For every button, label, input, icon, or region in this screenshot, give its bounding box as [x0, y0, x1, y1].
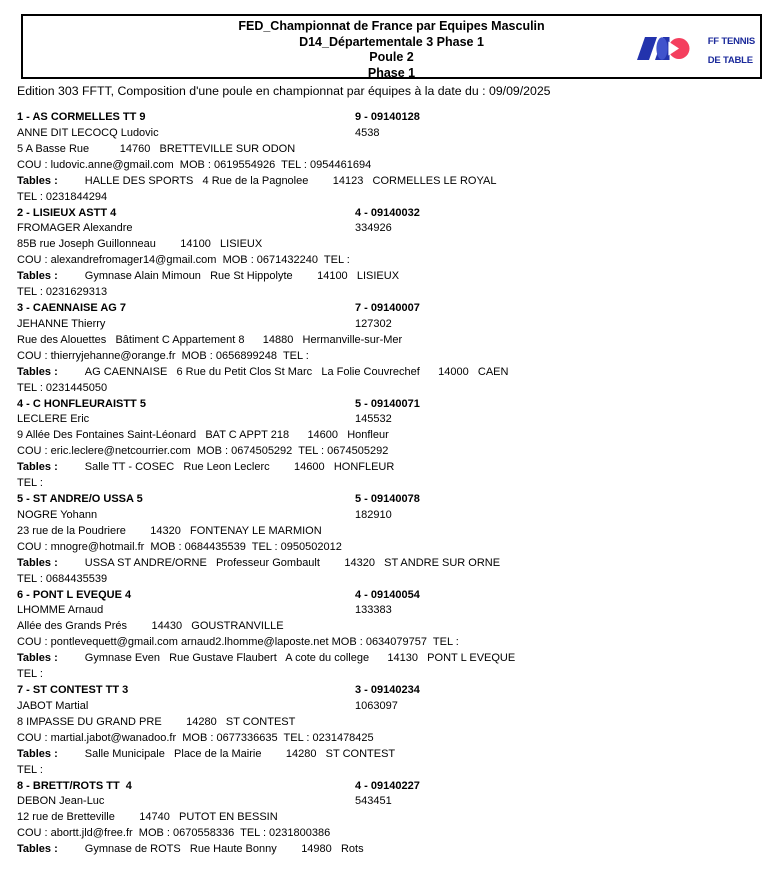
address-line: 8 IMPASSE DU GRAND PRE 14280 ST CONTEST	[17, 715, 296, 728]
address-line: Allée des Grands Prés 14430 GOUSTRANVILLE	[17, 620, 284, 633]
tables-venue: USSA ST ANDRE/ORNE Professeur Gombault 14320 ST ANDRE SUR ORNE	[84, 556, 501, 569]
tables-label: Tables :	[17, 652, 58, 665]
address-line: 85B rue Joseph Guillonneau 14100 LISIEUX	[17, 238, 263, 251]
division-title: D14_Départementale 3 Phase 1	[299, 34, 484, 49]
license-number: 1063097	[355, 699, 398, 712]
team-name: 8 - BRETT/ROTS TT 4	[17, 779, 132, 792]
address-line: 5 A Basse Rue 14760 BRETTEVILLE SUR ODON	[17, 142, 296, 155]
team-block	[17, 683, 765, 779]
team-id: 7 - 09140007	[355, 302, 420, 314]
license-number: 4538	[355, 126, 380, 139]
poule-title: Poule 2	[369, 50, 414, 64]
fftt-logo	[636, 28, 755, 76]
phase-title: Phase 1	[367, 65, 416, 80]
fftt-logo-text	[693, 28, 755, 76]
contact-name: NOGRE Yohann	[17, 508, 98, 521]
tables-label: Tables :	[17, 461, 58, 474]
tables-venue: Salle Municipale Place de la Mairie 14280 ST CONTEST	[84, 747, 396, 760]
address-line: 23 rue de la Poudriere 14320 FONTENAY LE MARMION	[17, 524, 322, 537]
fftt-logo-text-line1: FF TENNIS	[707, 36, 755, 47]
team-name: 6 - PONT L EVEQUE 4	[17, 588, 132, 601]
tables-venue: HALLE DES SPORTS 4 Rue de la Pagnolee 14123 CORMELLES LE ROYAL	[84, 174, 497, 187]
license-number: 145532	[355, 413, 392, 426]
fftt-logo-text-line2: DE TABLE	[707, 55, 753, 66]
venue-tel-line: TEL : 0684435539	[17, 572, 108, 585]
team-block	[17, 779, 765, 874]
contact-details-line: COU : eric.leclere@netcourrier.com MOB : 0674505292 TEL : 0674505292	[17, 445, 389, 458]
contact-details-line: COU : pontlevequett@gmail.com arnaud2.lhomme@laposte.net MOB : 0634079757 TEL :	[17, 636, 459, 649]
team-name: 4 - C HONFLEURAISTT 5	[17, 397, 146, 410]
venue-tel-line: TEL : 0231445050	[17, 381, 108, 394]
tables-venue: AG CAENNAISE 6 Rue du Petit Clos St Marc La Folie Couvrechef 14000 CAEN	[84, 365, 509, 378]
team-name: 5 - ST ANDRE/O USSA 5	[17, 493, 143, 505]
address-line: Rue des Alouettes Bâtiment C Appartement 8 14880 Hermanville-sur-Mer	[17, 333, 403, 346]
contact-name: FROMAGER Alexandre	[17, 222, 133, 235]
contact-name: LECLERE Eric	[17, 413, 90, 426]
license-number: 127302	[355, 317, 392, 330]
tables-label: Tables :	[17, 843, 58, 856]
team-name: 2 - LISIEUX ASTT 4	[17, 206, 117, 219]
tables-label: Tables :	[17, 365, 58, 378]
competition-title: FED_Championnat de France par Equipes Masculin	[238, 19, 545, 33]
team-block	[17, 492, 765, 588]
teams-list	[17, 110, 765, 874]
venue-tel-line: TEL : 0231629313	[17, 286, 108, 299]
contact-details-line: COU : mnogre@hotmail.fr MOB : 0684435539 TEL : 0950502012	[17, 540, 342, 553]
address-line: 12 rue de Bretteville 14740 PUTOT EN BESSIN	[17, 811, 278, 824]
team-id: 4 - 09140054	[355, 588, 420, 601]
contact-name: ANNE DIT LECOCQ Ludovic	[17, 126, 159, 139]
team-id: 9 - 09140128	[355, 111, 420, 123]
license-number: 334926	[355, 222, 392, 235]
contact-name: JABOT Martial	[17, 699, 89, 712]
tables-label: Tables :	[17, 556, 58, 569]
tables-label: Tables :	[17, 174, 58, 187]
tables-venue: Gymnase Alain Mimoun Rue St Hippolyte 14100 LISIEUX	[84, 270, 400, 283]
team-id: 5 - 09140071	[355, 397, 420, 410]
contact-name: JEHANNE Thierry	[17, 317, 106, 330]
venue-tel-line: TEL :	[17, 477, 43, 490]
contact-details-line: COU : martial.jabot@wanadoo.fr MOB : 0677336635 TEL : 0231478425	[17, 731, 374, 744]
team-name: 1 - AS CORMELLES TT 9	[17, 111, 146, 123]
tables-venue: Salle TT - COSEC Rue Leon Leclerc 14600 HONFLEUR	[84, 461, 395, 474]
venue-tel-line: TEL : 0231844294	[17, 190, 108, 203]
contact-details-line: COU : alexandrefromager14@gmail.com MOB : 0671432240 TEL :	[17, 254, 350, 267]
contact-name: DEBON Jean-Luc	[17, 795, 105, 808]
tables-label: Tables :	[17, 747, 58, 760]
header-box	[21, 14, 762, 79]
team-id: 3 - 09140234	[355, 684, 420, 696]
venue-tel-line: TEL :	[17, 668, 43, 681]
team-block	[17, 206, 765, 302]
license-number: 543451	[355, 795, 392, 808]
team-block	[17, 301, 765, 397]
contact-details-line: COU : abortt.jld@free.fr MOB : 0670558336 TEL : 0231800386	[17, 827, 331, 840]
team-id: 4 - 09140032	[355, 206, 420, 219]
tables-venue: Gymnase de ROTS Rue Haute Bonny 14980 Rots	[84, 843, 364, 856]
edition-line: Edition 303 FFTT, Composition d'une poule en championnat par équipes à la date du : 09/09/2025	[17, 84, 551, 98]
tables-label: Tables :	[17, 270, 58, 283]
team-block	[17, 397, 765, 493]
team-block	[17, 588, 765, 684]
contact-name: LHOMME Arnaud	[17, 604, 104, 617]
venue-tel-line: TEL :	[17, 763, 43, 776]
address-line: 9 Allée Des Fontaines Saint-Léonard BAT C APPT 218 14600 Honfleur	[17, 429, 389, 442]
contact-details-line: COU : thierryjehanne@orange.fr MOB : 0656899248 TEL :	[17, 349, 309, 362]
license-number: 182910	[355, 508, 392, 521]
tables-venue: Gymnase Even Rue Gustave Flaubert A cote du college 14130 PONT L EVEQUE	[84, 652, 516, 665]
fftt-logo-mark-icon	[636, 36, 690, 66]
team-name: 3 - CAENNAISE AG 7	[17, 302, 127, 314]
team-name: 7 - ST CONTEST TT 3	[17, 684, 129, 696]
team-id: 4 - 09140227	[355, 779, 420, 792]
team-id: 5 - 09140078	[355, 493, 420, 505]
team-block	[17, 110, 765, 206]
license-number: 133383	[355, 604, 392, 617]
contact-details-line: COU : ludovic.anne@gmail.com MOB : 0619554926 TEL : 0954461694	[17, 158, 372, 171]
